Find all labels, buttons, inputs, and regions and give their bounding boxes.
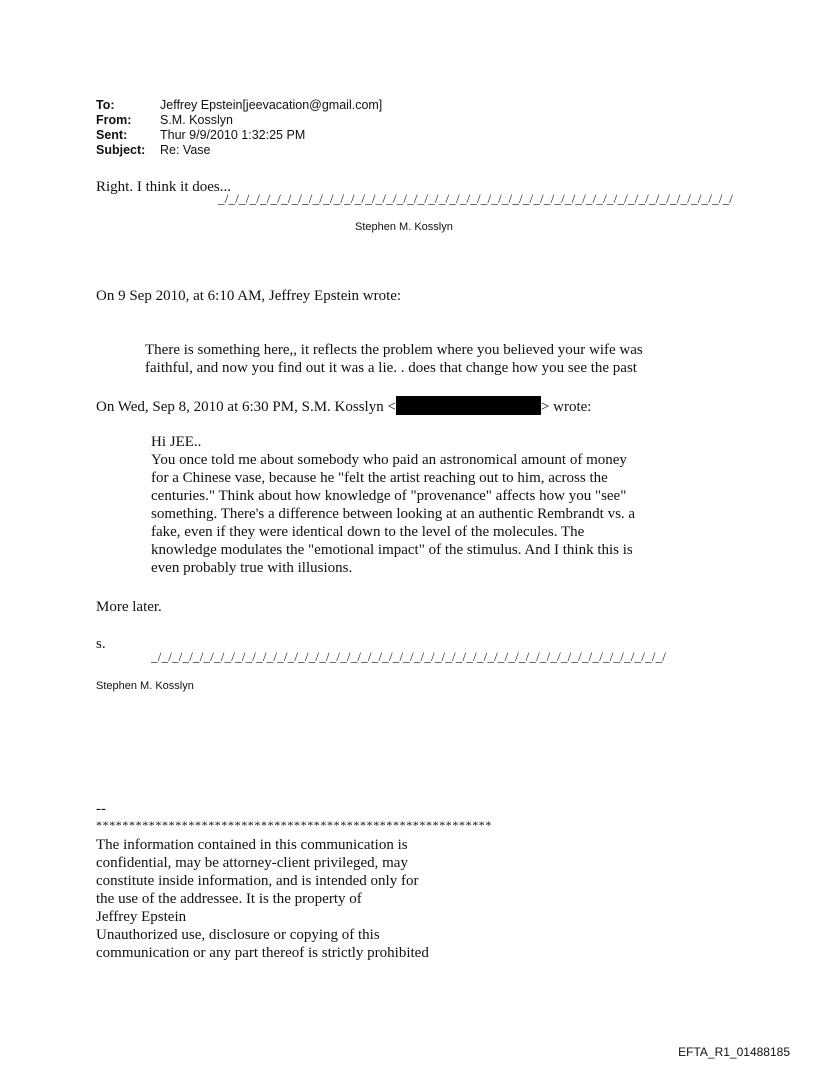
quoted2-intro-start: On Wed, Sep 8, 2010 at 6:30 PM, S.M. Kosslyn < [96, 399, 396, 415]
disclaimer-line: constitute inside information, and is intended only for [96, 873, 419, 889]
disclaimer-line: Jeffrey Epstein [96, 909, 187, 925]
redaction-block [396, 396, 541, 415]
sent-value: Thur 9/9/2010 1:32:25 PM [160, 128, 306, 142]
quoted2-signature-line: _/_/_/_/_/_/_/_/_/_/_/_/_/_/_/_/_/_/_/_/_/_/_/_/_/_/_/_/_/_/_/_/_/_/_/_/_/_/_/_/_/_/_/_/_/_/_/_/_/ [151, 649, 667, 664]
quoted2-body-line: centuries." Think about how knowledge of "provenance" affects how you "see" [151, 488, 627, 504]
quoted2-body-line: fake, even if they were identical down to the level of the molecules. The [151, 524, 585, 540]
quoted2-body-line: knowledge modulates the "emotional impact" of the stimulus. And I think this is [151, 542, 633, 558]
reply-signature-line: _/_/_/_/_/_/_/_/_/_/_/_/_/_/_/_/_/_/_/_/_/_/_/_/_/_/_/_/_/_/_/_/_/_/_/_/_/_/_/_/_/_/_/_/_/_/_/_/_/ [218, 191, 734, 206]
disclaimer-line: Unauthorized use, disclosure or copying of this [96, 927, 380, 943]
quoted2-greeting: Hi JEE.. [151, 434, 202, 450]
signoff-s: s. [96, 636, 106, 652]
from-label: From: [96, 113, 132, 127]
quoted2-body-line: something. There's a difference between looking at an authentic Rembrandt vs. a [151, 506, 636, 522]
more-later: More later. [96, 599, 162, 615]
quoted2-body-line: even probably true with illusions. [151, 560, 353, 576]
disclaimer-line: confidential, may be attorney-client privileged, may [96, 855, 408, 871]
quoted2-intro [96, 396, 591, 416]
quoted2-signature-name: Stephen M. Kosslyn [96, 680, 194, 692]
quoted2-body-line: for a Chinese vase, because he "felt the artist reaching out to him, across the [151, 470, 608, 486]
disclaimer-line: the use of the addressee. It is the property of [96, 891, 362, 907]
to-label: To: [96, 98, 115, 112]
document-id: EFTA_R1_01488185 [678, 1045, 790, 1059]
reply-signature-name: Stephen M. Kosslyn [355, 221, 453, 233]
disclaimer-text [96, 836, 456, 962]
disclaimer-stars: ************************************************************ [96, 818, 492, 832]
subject-value: Re: Vase [160, 143, 211, 157]
disclaimer-line: The information contained in this communication is [96, 837, 408, 853]
disclaimer-dashes: -- [96, 801, 106, 817]
quoted1-line2: faithful, and now you find out it was a lie. . does that change how you see the past [145, 360, 637, 376]
to-row [96, 98, 382, 113]
from-row [96, 113, 382, 128]
quoted2-body [151, 451, 711, 577]
from-value: S.M. Kosslyn [160, 113, 233, 127]
subject-row [96, 143, 382, 158]
disclaimer-line: communication or any part thereof is strictly prohibited [96, 945, 429, 961]
reply-body: Right. I think it does... [96, 179, 231, 195]
quoted2-body-line: You once told me about somebody who paid an astronomical amount of money [151, 452, 627, 468]
to-value: Jeffrey Epstein[jeevacation@gmail.com] [160, 98, 383, 112]
sent-label: Sent: [96, 128, 128, 142]
quoted1-line1: There is something here,, it reflects the problem where you believed your wife was [145, 342, 643, 358]
email-header [96, 98, 382, 158]
quoted2-intro-end: > wrote: [540, 399, 592, 415]
subject-label: Subject: [96, 143, 146, 157]
quoted1-intro: On 9 Sep 2010, at 6:10 AM, Jeffrey Epstein wrote: [96, 288, 402, 304]
sent-row [96, 128, 382, 143]
